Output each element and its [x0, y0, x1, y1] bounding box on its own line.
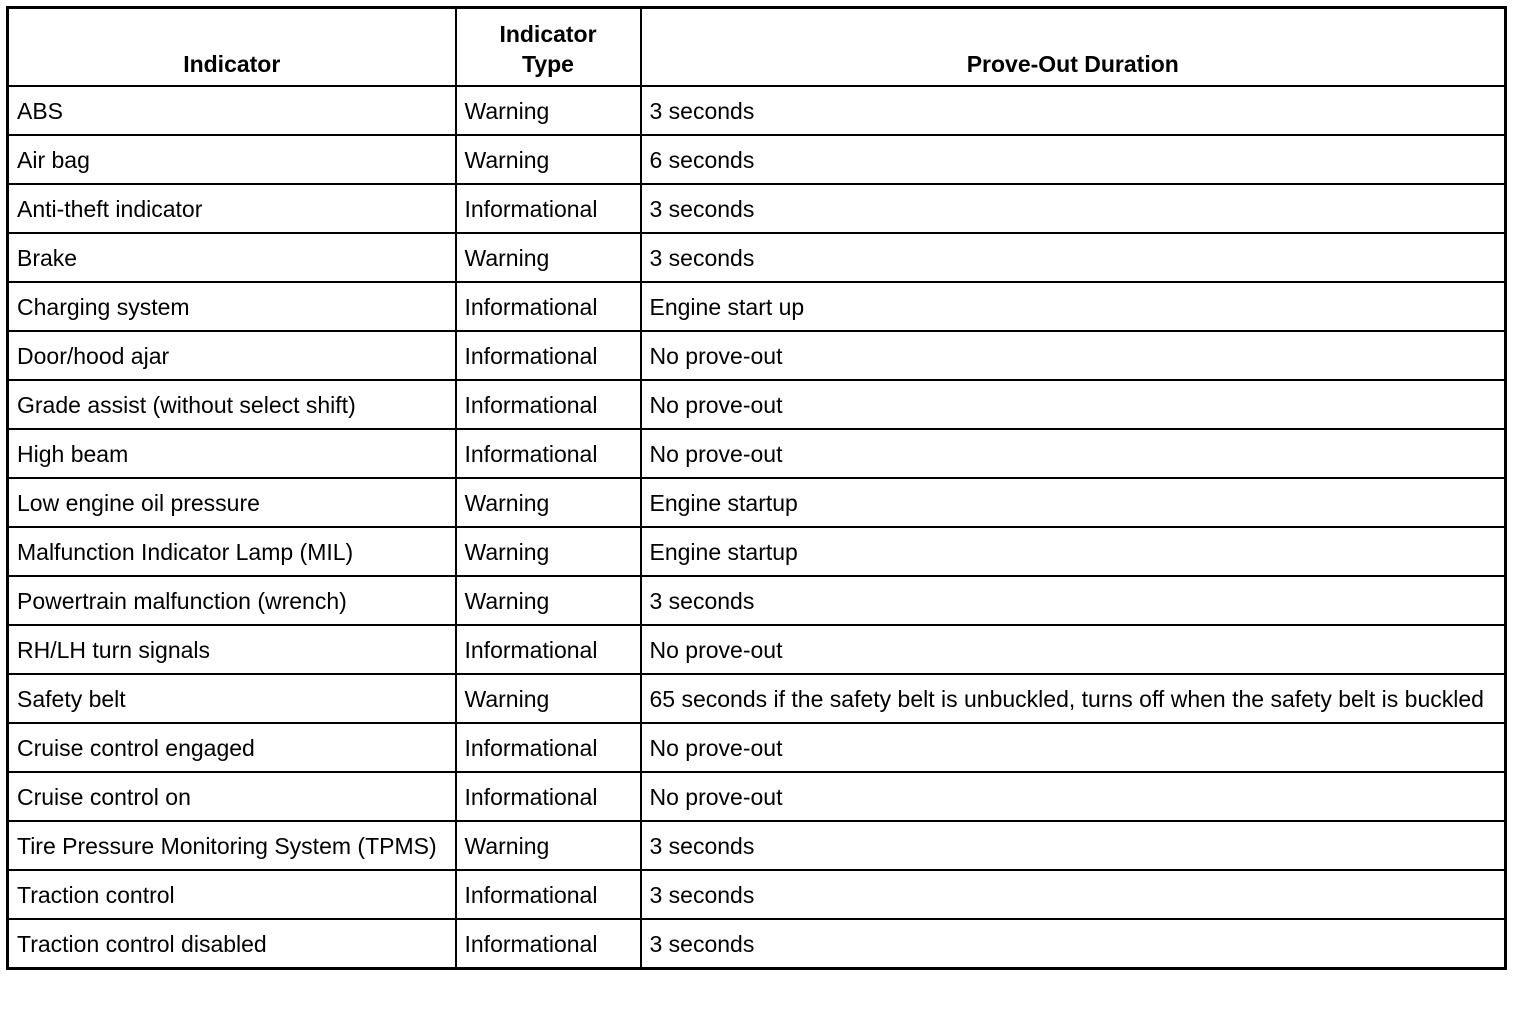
prove-out-duration-cell: 3 seconds	[641, 576, 1506, 625]
indicator-type-cell: Warning	[456, 86, 641, 135]
prove-out-duration-cell: No prove-out	[641, 331, 1506, 380]
header-indicator: Indicator	[8, 8, 456, 87]
indicator-cell: Traction control	[8, 870, 456, 919]
table-row	[8, 870, 1506, 919]
indicator-type-cell: Warning	[456, 233, 641, 282]
indicator-cell: RH/LH turn signals	[8, 625, 456, 674]
table-row	[8, 282, 1506, 331]
prove-out-duration-cell: Engine startup	[641, 527, 1506, 576]
prove-out-duration-cell: No prove-out	[641, 429, 1506, 478]
indicator-table	[6, 6, 1507, 970]
indicator-cell: Anti-theft indicator	[8, 184, 456, 233]
indicator-cell: Air bag	[8, 135, 456, 184]
table-row	[8, 86, 1506, 135]
table-row	[8, 184, 1506, 233]
indicator-type-cell: Informational	[456, 870, 641, 919]
indicator-type-cell: Warning	[456, 674, 641, 723]
indicator-type-cell: Warning	[456, 576, 641, 625]
table-body	[8, 86, 1506, 969]
indicator-cell: Safety belt	[8, 674, 456, 723]
indicator-cell: Traction control disabled	[8, 919, 456, 969]
indicator-type-cell: Warning	[456, 821, 641, 870]
indicator-type-cell: Informational	[456, 723, 641, 772]
table-row	[8, 772, 1506, 821]
table-row	[8, 625, 1506, 674]
indicator-type-cell: Informational	[456, 919, 641, 969]
table-row	[8, 527, 1506, 576]
indicator-type-cell: Warning	[456, 478, 641, 527]
indicator-type-cell: Informational	[456, 380, 641, 429]
prove-out-duration-cell: No prove-out	[641, 380, 1506, 429]
prove-out-duration-cell: Engine startup	[641, 478, 1506, 527]
indicator-type-cell: Informational	[456, 625, 641, 674]
indicator-type-cell: Warning	[456, 135, 641, 184]
indicator-cell: Low engine oil pressure	[8, 478, 456, 527]
indicator-type-cell: Informational	[456, 331, 641, 380]
table-row	[8, 723, 1506, 772]
table-row	[8, 135, 1506, 184]
indicator-cell: Powertrain malfunction (wrench)	[8, 576, 456, 625]
prove-out-duration-cell: No prove-out	[641, 772, 1506, 821]
indicator-type-cell: Informational	[456, 282, 641, 331]
indicator-cell: Tire Pressure Monitoring System (TPMS)	[8, 821, 456, 870]
prove-out-duration-cell: No prove-out	[641, 723, 1506, 772]
table-header	[8, 8, 1506, 87]
indicator-type-cell: Warning	[456, 527, 641, 576]
header-prove-out-duration: Prove-Out Duration	[641, 8, 1506, 87]
indicator-type-cell: Informational	[456, 429, 641, 478]
prove-out-duration-cell: 3 seconds	[641, 233, 1506, 282]
prove-out-duration-cell: No prove-out	[641, 625, 1506, 674]
table-row	[8, 919, 1506, 969]
prove-out-duration-cell: 65 seconds if the safety belt is unbuckled, turns off when the safety belt is buckled	[641, 674, 1506, 723]
table-row	[8, 380, 1506, 429]
indicator-type-cell: Informational	[456, 772, 641, 821]
table-row	[8, 576, 1506, 625]
prove-out-duration-cell: 3 seconds	[641, 86, 1506, 135]
prove-out-duration-cell: Engine start up	[641, 282, 1506, 331]
header-indicator-type	[456, 8, 641, 87]
prove-out-duration-cell: 3 seconds	[641, 184, 1506, 233]
table-row	[8, 233, 1506, 282]
indicator-type-cell: Informational	[456, 184, 641, 233]
table-row	[8, 331, 1506, 380]
prove-out-duration-cell: 3 seconds	[641, 870, 1506, 919]
table-row	[8, 821, 1506, 870]
indicator-cell: Cruise control on	[8, 772, 456, 821]
indicator-cell: Door/hood ajar	[8, 331, 456, 380]
indicator-cell: Grade assist (without select shift)	[8, 380, 456, 429]
header-row	[8, 8, 1506, 87]
indicator-cell: Malfunction Indicator Lamp (MIL)	[8, 527, 456, 576]
indicator-cell: Charging system	[8, 282, 456, 331]
table-row	[8, 478, 1506, 527]
prove-out-duration-cell: 3 seconds	[641, 821, 1506, 870]
indicator-cell: High beam	[8, 429, 456, 478]
header-indicator-type-label: Indicator Type	[499, 21, 597, 77]
indicator-cell: ABS	[8, 86, 456, 135]
indicator-cell: Brake	[8, 233, 456, 282]
table-row	[8, 674, 1506, 723]
prove-out-duration-cell: 3 seconds	[641, 919, 1506, 969]
indicator-cell: Cruise control engaged	[8, 723, 456, 772]
prove-out-duration-cell: 6 seconds	[641, 135, 1506, 184]
table-row	[8, 429, 1506, 478]
